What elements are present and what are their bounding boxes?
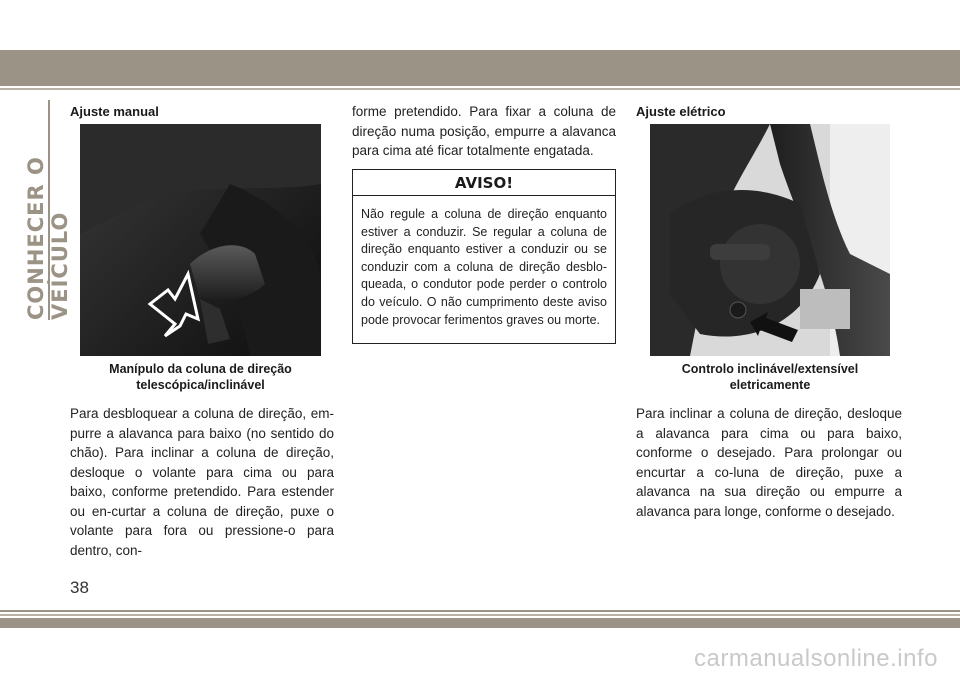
manual-adjust-paragraph: Para desbloquear a coluna de direção, em-purre a alavanca para baixo (no sentido do chão). Para inclinar a coluna de direção, desloque o volante para cima ou para baixo, conforme pretendido. Para estender ou en-curtar a coluna de direção, puxe o volante para fora ou pressione-o para dentro, con-	[70, 406, 334, 558]
warning-title: AVISO!	[353, 170, 615, 196]
electric-adjust-heading: Ajuste elétrico	[636, 104, 726, 119]
electric-caption	[650, 361, 890, 393]
footer-band	[0, 618, 960, 628]
manual-adjust-heading: Ajuste manual	[70, 104, 159, 119]
manual-adjust-continued-paragraph: forme pretendido. Para fixar a coluna de direção numa posição, empurre a alavanca para cima até ficar totalmente engatada.	[352, 104, 616, 158]
electric-control-photo	[650, 124, 890, 356]
section-title: CONHECER O VEÍCULO	[24, 100, 50, 320]
header-band	[0, 50, 960, 86]
electric-caption-line1: Controlo inclinável/extensível	[681, 362, 859, 376]
page-number: 38	[70, 578, 89, 597]
footer-rule-2	[0, 614, 960, 616]
footer-rule-1	[0, 610, 960, 612]
electric-caption-line2: eletricamente	[729, 378, 811, 392]
manual-caption	[80, 361, 321, 393]
manual-lever-photo	[80, 124, 321, 356]
warning-text: Não regule a coluna de direção enquanto estiver a conduzir. Se regular a coluna de direção enquanto estiver a conduzir ou se conduzir com a coluna de direção desblo-queada, o condutor pode perder o controlo do veículo. O não cumprimento deste aviso pode provocar ferimentos graves ou morte.	[361, 207, 607, 327]
manual-caption-line1: Manípulo da coluna de direção	[109, 362, 292, 376]
manual-caption-line2: telescópica/inclinável	[136, 378, 265, 392]
watermark-text: carmanualsonline.info	[694, 645, 938, 672]
header-rule	[0, 88, 960, 90]
warning-box	[352, 169, 616, 344]
electric-adjust-paragraph: Para inclinar a coluna de direção, desloque a alavanca para cima ou para baixo, conforme o desejado. Para prolongar ou encurtar a co-luna de direção, puxe a alavanca na sua direção ou empurre a alavanca para longe, conforme o desejado.	[636, 406, 902, 519]
